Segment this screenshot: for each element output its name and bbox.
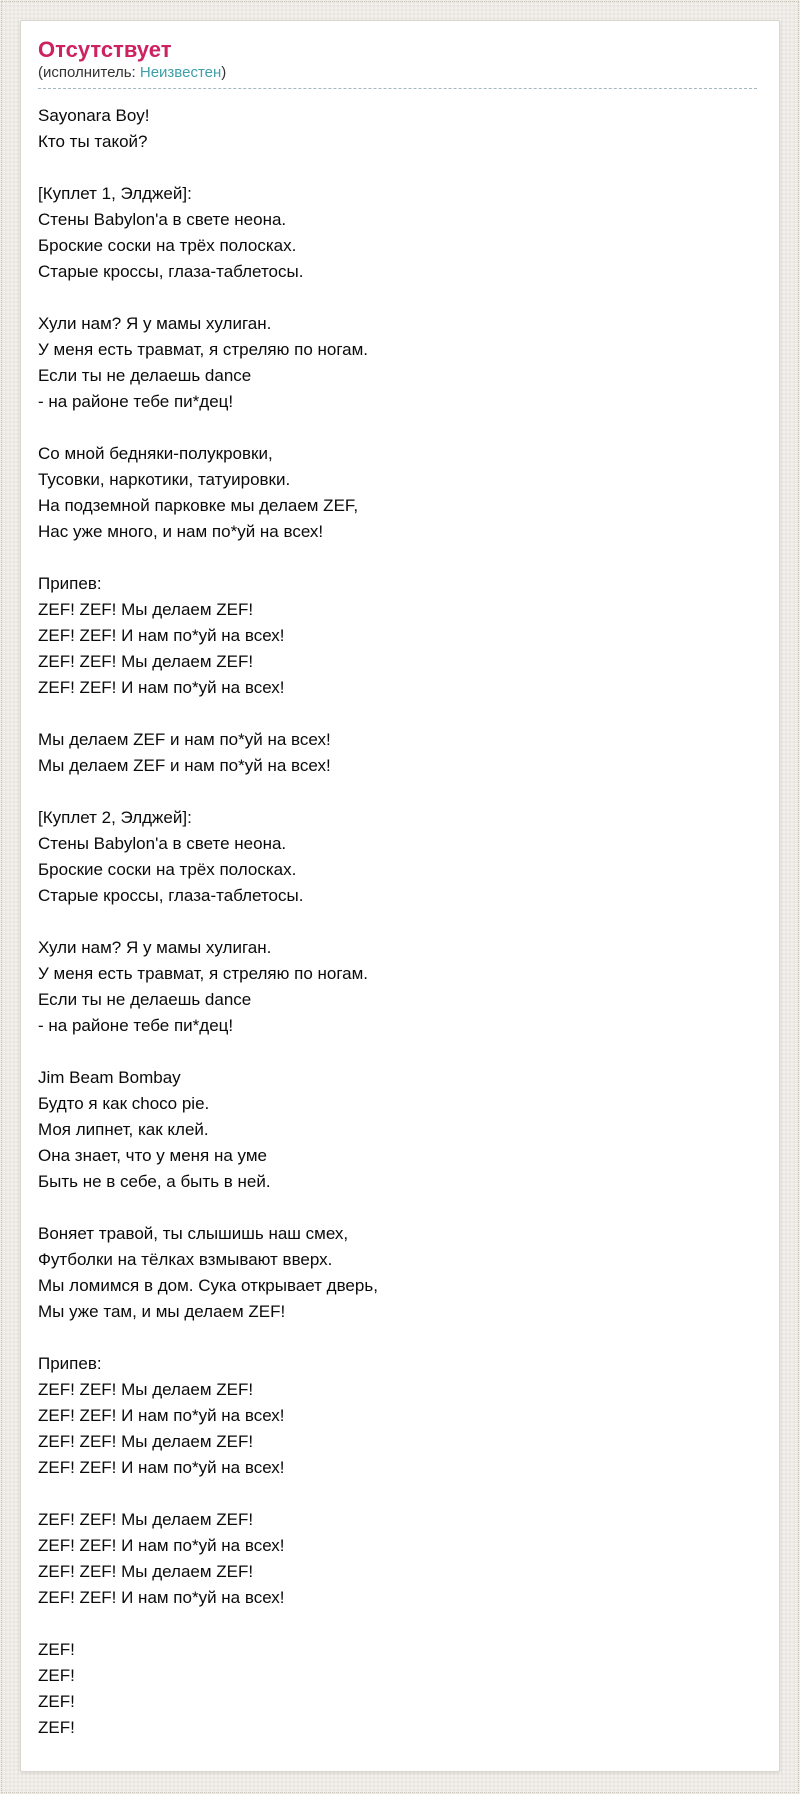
lyric-line: ZEF!: [38, 1640, 75, 1659]
lyric-line: Мы уже там, и мы делаем ZEF!: [38, 1302, 286, 1321]
lyric-line: Она знает, что у меня на уме: [38, 1146, 267, 1165]
lyric-line: - на районе тебе пи*дец!: [38, 392, 234, 411]
lyric-stanza: [38, 1351, 757, 1481]
page-title: Отсутствует: [38, 37, 172, 62]
lyric-line: Хули нам? Я у мамы хулиган.: [38, 314, 272, 333]
lyric-line: ZEF! ZEF! И нам по*уй на всех!: [38, 1536, 285, 1555]
lyric-line: У меня есть травмат, я стреляю по ногам.: [38, 340, 369, 359]
lyric-stanza: [38, 311, 757, 415]
lyric-stanza: [38, 1637, 757, 1741]
lyric-line: [Куплет 1, Элджей]:: [38, 184, 192, 203]
lyrics-card: [20, 20, 780, 1772]
lyric-line: Нас уже много, и нам по*уй на всех!: [38, 522, 324, 541]
lyric-stanza: [38, 103, 757, 155]
artist-label: (исполнитель:: [38, 64, 140, 81]
lyric-line: Футболки на тёлках взмывают вверх.: [38, 1250, 333, 1269]
lyric-line: ZEF! ZEF! И нам по*уй на всех!: [38, 626, 285, 645]
lyric-line: Мы ломимся в дом. Сука открывает дверь,: [38, 1276, 378, 1295]
lyric-line: Мы делаем ZEF и нам по*уй на всех!: [38, 756, 331, 775]
artist-link[interactable]: Неизвестен: [139, 64, 222, 81]
lyric-line: Припев:: [38, 574, 102, 593]
lyric-line: Стены Babylon'a в свете неона.: [38, 834, 287, 853]
lyric-stanza: [38, 1065, 757, 1195]
lyric-line: ZEF! ZEF! И нам по*уй на всех!: [38, 678, 285, 697]
lyric-line: Кто ты такой?: [38, 132, 148, 151]
lyric-line: ZEF! ZEF! Мы делаем ZEF!: [38, 652, 254, 671]
lyric-line: Припев:: [38, 1354, 102, 1373]
lyric-line: [Куплет 2, Элджей]:: [38, 808, 192, 827]
lyric-line: ZEF! ZEF! И нам по*уй на всех!: [38, 1458, 285, 1477]
lyric-line: Быть не в себе, а быть в ней.: [38, 1172, 271, 1191]
lyric-line: Sayonara Boy!: [38, 106, 150, 125]
lyric-stanza: [38, 441, 757, 545]
lyric-stanza: [38, 181, 757, 285]
lyric-line: - на районе тебе пи*дец!: [38, 1016, 234, 1035]
lyric-stanza: [38, 935, 757, 1039]
lyric-line: ZEF!: [38, 1692, 75, 1711]
lyric-line: На подземной парковке мы делаем ZEF,: [38, 496, 359, 515]
artist-label-close-paren: ): [221, 64, 227, 81]
lyric-stanza: [38, 805, 757, 909]
lyric-stanza: [38, 571, 757, 701]
lyric-line: ZEF! ZEF! Мы делаем ZEF!: [38, 600, 254, 619]
lyric-line: Мы делаем ZEF и нам по*уй на всех!: [38, 730, 331, 749]
lyric-line: ZEF! ZEF! Мы делаем ZEF!: [38, 1510, 254, 1529]
lyric-line: Тусовки, наркотики, татуировки.: [38, 470, 291, 489]
lyric-line: ZEF! ZEF! И нам по*уй на всех!: [38, 1588, 285, 1607]
lyric-line: Будто я как choco pie.: [38, 1094, 210, 1113]
lyrics-text: [38, 103, 757, 1741]
lyric-line: Если ты не делаешь dance: [38, 366, 252, 385]
lyric-line: Старые кроссы, глаза-таблетосы.: [38, 262, 304, 281]
lyric-line: Со мной бедняки-полукровки,: [38, 444, 273, 463]
lyric-line: Если ты не делаешь dance: [38, 990, 252, 1009]
lyric-line: У меня есть травмат, я стреляю по ногам.: [38, 964, 369, 983]
lyric-line: ZEF! ZEF! И нам по*уй на всех!: [38, 1406, 285, 1425]
lyric-line: Воняет травой, ты слышишь наш смех,: [38, 1224, 349, 1243]
lyric-stanza: [38, 1507, 757, 1611]
lyric-stanza: [38, 1221, 757, 1325]
lyric-line: Старые кроссы, глаза-таблетосы.: [38, 886, 304, 905]
lyric-line: Хули нам? Я у мамы хулиган.: [38, 938, 272, 957]
lyric-line: ZEF!: [38, 1666, 75, 1685]
lyric-line: Броские соски на трёх полосках.: [38, 860, 297, 879]
lyric-line: Стены Babylon'a в свете неона.: [38, 210, 287, 229]
lyric-stanza: [38, 727, 757, 779]
lyric-line: ZEF! ZEF! Мы делаем ZEF!: [38, 1380, 254, 1399]
lyric-line: Jim Beam Bombay: [38, 1068, 181, 1087]
artist-line: [38, 63, 757, 89]
lyric-line: Броские соски на трёх полосках.: [38, 236, 297, 255]
lyric-line: ZEF! ZEF! Мы делаем ZEF!: [38, 1432, 254, 1451]
lyric-line: ZEF!: [38, 1718, 75, 1737]
lyric-line: ZEF! ZEF! Мы делаем ZEF!: [38, 1562, 254, 1581]
lyric-line: Моя липнет, как клей.: [38, 1120, 209, 1139]
